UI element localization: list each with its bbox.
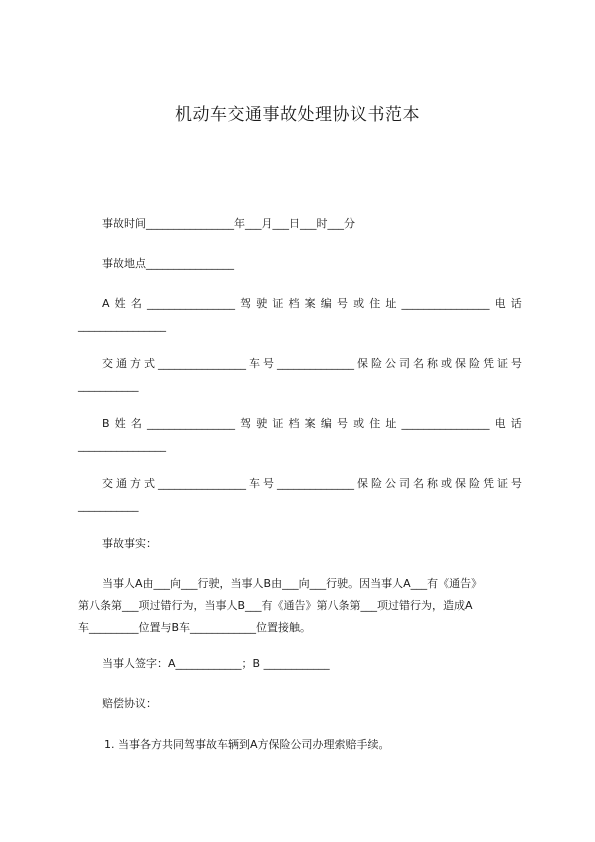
accident-place-line: 事故地点________________ xyxy=(102,257,234,270)
party-a-transport-token: 证 xyxy=(497,357,508,370)
party-a-transport-token: 保 xyxy=(455,357,466,370)
party-a-transport-row xyxy=(102,356,522,372)
document-title: 机动车交通事故处理协议书范本 xyxy=(175,105,420,125)
party-b-name-token: 案 xyxy=(304,417,316,430)
party-b-transport-token: 交 xyxy=(102,477,113,490)
party-b-name-token: 名 xyxy=(130,417,142,430)
party-b-name-token: 址 xyxy=(385,417,397,430)
party-b-transport-token: 或 xyxy=(441,477,452,490)
party-b-transport-token: 保 xyxy=(357,477,368,490)
party-a-transport-token: 方 xyxy=(130,357,141,370)
party-a-transport-token: 称 xyxy=(427,357,438,370)
party-b-transport-token: 方 xyxy=(130,477,141,490)
party-b-transport-token: 保 xyxy=(455,477,466,490)
party-a-name-token: 号 xyxy=(336,297,348,310)
party-a-transport-token: 名 xyxy=(413,357,424,370)
party-b-transport-token: ________________ xyxy=(158,477,246,490)
party-a-transport-token: 车 xyxy=(249,357,260,370)
party-a-name-token: 证 xyxy=(272,297,284,310)
party-b-transport-token: 名 xyxy=(413,477,424,490)
party-b-transport-token: 凭 xyxy=(483,477,494,490)
party-a-name-token: 档 xyxy=(288,297,300,310)
party-b-transport-token: 证 xyxy=(497,477,508,490)
party-b-transport-continuation: ___________ xyxy=(78,499,139,512)
party-a-transport-token: 交 xyxy=(102,357,113,370)
facts-heading: 事故事实： xyxy=(102,537,157,550)
party-b-transport-token: 公 xyxy=(385,477,396,490)
party-b-transport-token: 称 xyxy=(427,477,438,490)
party-a-transport-token: 式 xyxy=(144,357,155,370)
facts-line-3: 车_________位置与B车____________位置接触。 xyxy=(78,621,312,634)
party-a-name-token: 姓 xyxy=(114,297,126,310)
party-b-name-token: 住 xyxy=(369,417,381,430)
party-b-name-token: 证 xyxy=(272,417,284,430)
party-a-name-token: 驾 xyxy=(240,297,252,310)
facts-line-1: 当事人A由___向___行驶，当事人B由___向___行驶。因当事人A___有《通告》 xyxy=(102,577,483,590)
party-b-transport-token: 车 xyxy=(249,477,260,490)
party-b-name-token: 话 xyxy=(510,417,522,430)
party-a-name-token: ________________ xyxy=(401,297,490,310)
party-b-transport-token: 通 xyxy=(116,477,127,490)
party-a-name-token: 电 xyxy=(494,297,506,310)
facts-line-2: 第八条第___项过错行为，当事人B___有《通告》第八条第___项过错行为，造成A xyxy=(78,599,473,612)
party-b-name-token: B xyxy=(102,417,110,430)
party-b-transport-token: 险 xyxy=(469,477,480,490)
party-a-transport-token: 公 xyxy=(385,357,396,370)
compensation-item-1: 1. 当事各方共同驾事故车辆到A方保险公司办理索赔手续。 xyxy=(104,738,390,751)
party-a-name-token: 案 xyxy=(304,297,316,310)
party-a-name-continuation: ________________ xyxy=(78,319,166,332)
party-a-transport-token: 险 xyxy=(371,357,382,370)
party-a-name-token: ________________ xyxy=(146,297,235,310)
party-b-name-token: 电 xyxy=(494,417,506,430)
party-a-name-token: 住 xyxy=(369,297,381,310)
party-b-name-token: 编 xyxy=(320,417,332,430)
party-b-transport-row xyxy=(102,476,522,492)
party-b-name-token: 驶 xyxy=(256,417,268,430)
party-a-transport-token: 保 xyxy=(357,357,368,370)
party-a-name-token: 话 xyxy=(510,297,522,310)
party-a-name-row xyxy=(102,296,522,312)
party-b-transport-token: 险 xyxy=(371,477,382,490)
party-b-name-token: 驾 xyxy=(240,417,252,430)
party-b-transport-token: ______________ xyxy=(277,477,354,490)
party-b-name-token: ________________ xyxy=(146,417,235,430)
compensation-heading: 赔偿协议： xyxy=(102,697,157,710)
party-b-name-token: 号 xyxy=(336,417,348,430)
party-a-transport-token: ________________ xyxy=(158,357,246,370)
party-a-transport-token: 号 xyxy=(263,357,274,370)
party-b-transport-token: 号 xyxy=(511,477,522,490)
party-a-name-token: 名 xyxy=(130,297,142,310)
party-a-name-token: 驶 xyxy=(256,297,268,310)
party-b-name-row xyxy=(102,416,522,432)
accident-time-line: 事故时间________________年___月___日___时___分 xyxy=(102,217,355,230)
party-a-transport-token: 险 xyxy=(469,357,480,370)
party-b-name-continuation: ________________ xyxy=(78,439,166,452)
party-a-name-token: 址 xyxy=(385,297,397,310)
party-b-name-token: ________________ xyxy=(401,417,490,430)
party-a-transport-token: 或 xyxy=(441,357,452,370)
party-a-transport-token: 凭 xyxy=(483,357,494,370)
party-b-name-token: 档 xyxy=(288,417,300,430)
party-a-transport-continuation: ___________ xyxy=(78,379,139,392)
party-b-transport-token: 式 xyxy=(144,477,155,490)
party-a-name-token: A xyxy=(102,297,110,310)
party-a-transport-token: 通 xyxy=(116,357,127,370)
party-b-transport-token: 司 xyxy=(399,477,410,490)
party-b-transport-token: 号 xyxy=(263,477,274,490)
party-b-name-token: 姓 xyxy=(114,417,126,430)
signature-line: 当事人签字：A____________；B ____________ xyxy=(102,657,330,670)
party-a-transport-token: 号 xyxy=(511,357,522,370)
party-a-name-token: 编 xyxy=(320,297,332,310)
party-a-transport-token: ______________ xyxy=(277,357,354,370)
party-a-transport-token: 司 xyxy=(399,357,410,370)
party-b-name-token: 或 xyxy=(353,417,365,430)
party-a-name-token: 或 xyxy=(353,297,365,310)
